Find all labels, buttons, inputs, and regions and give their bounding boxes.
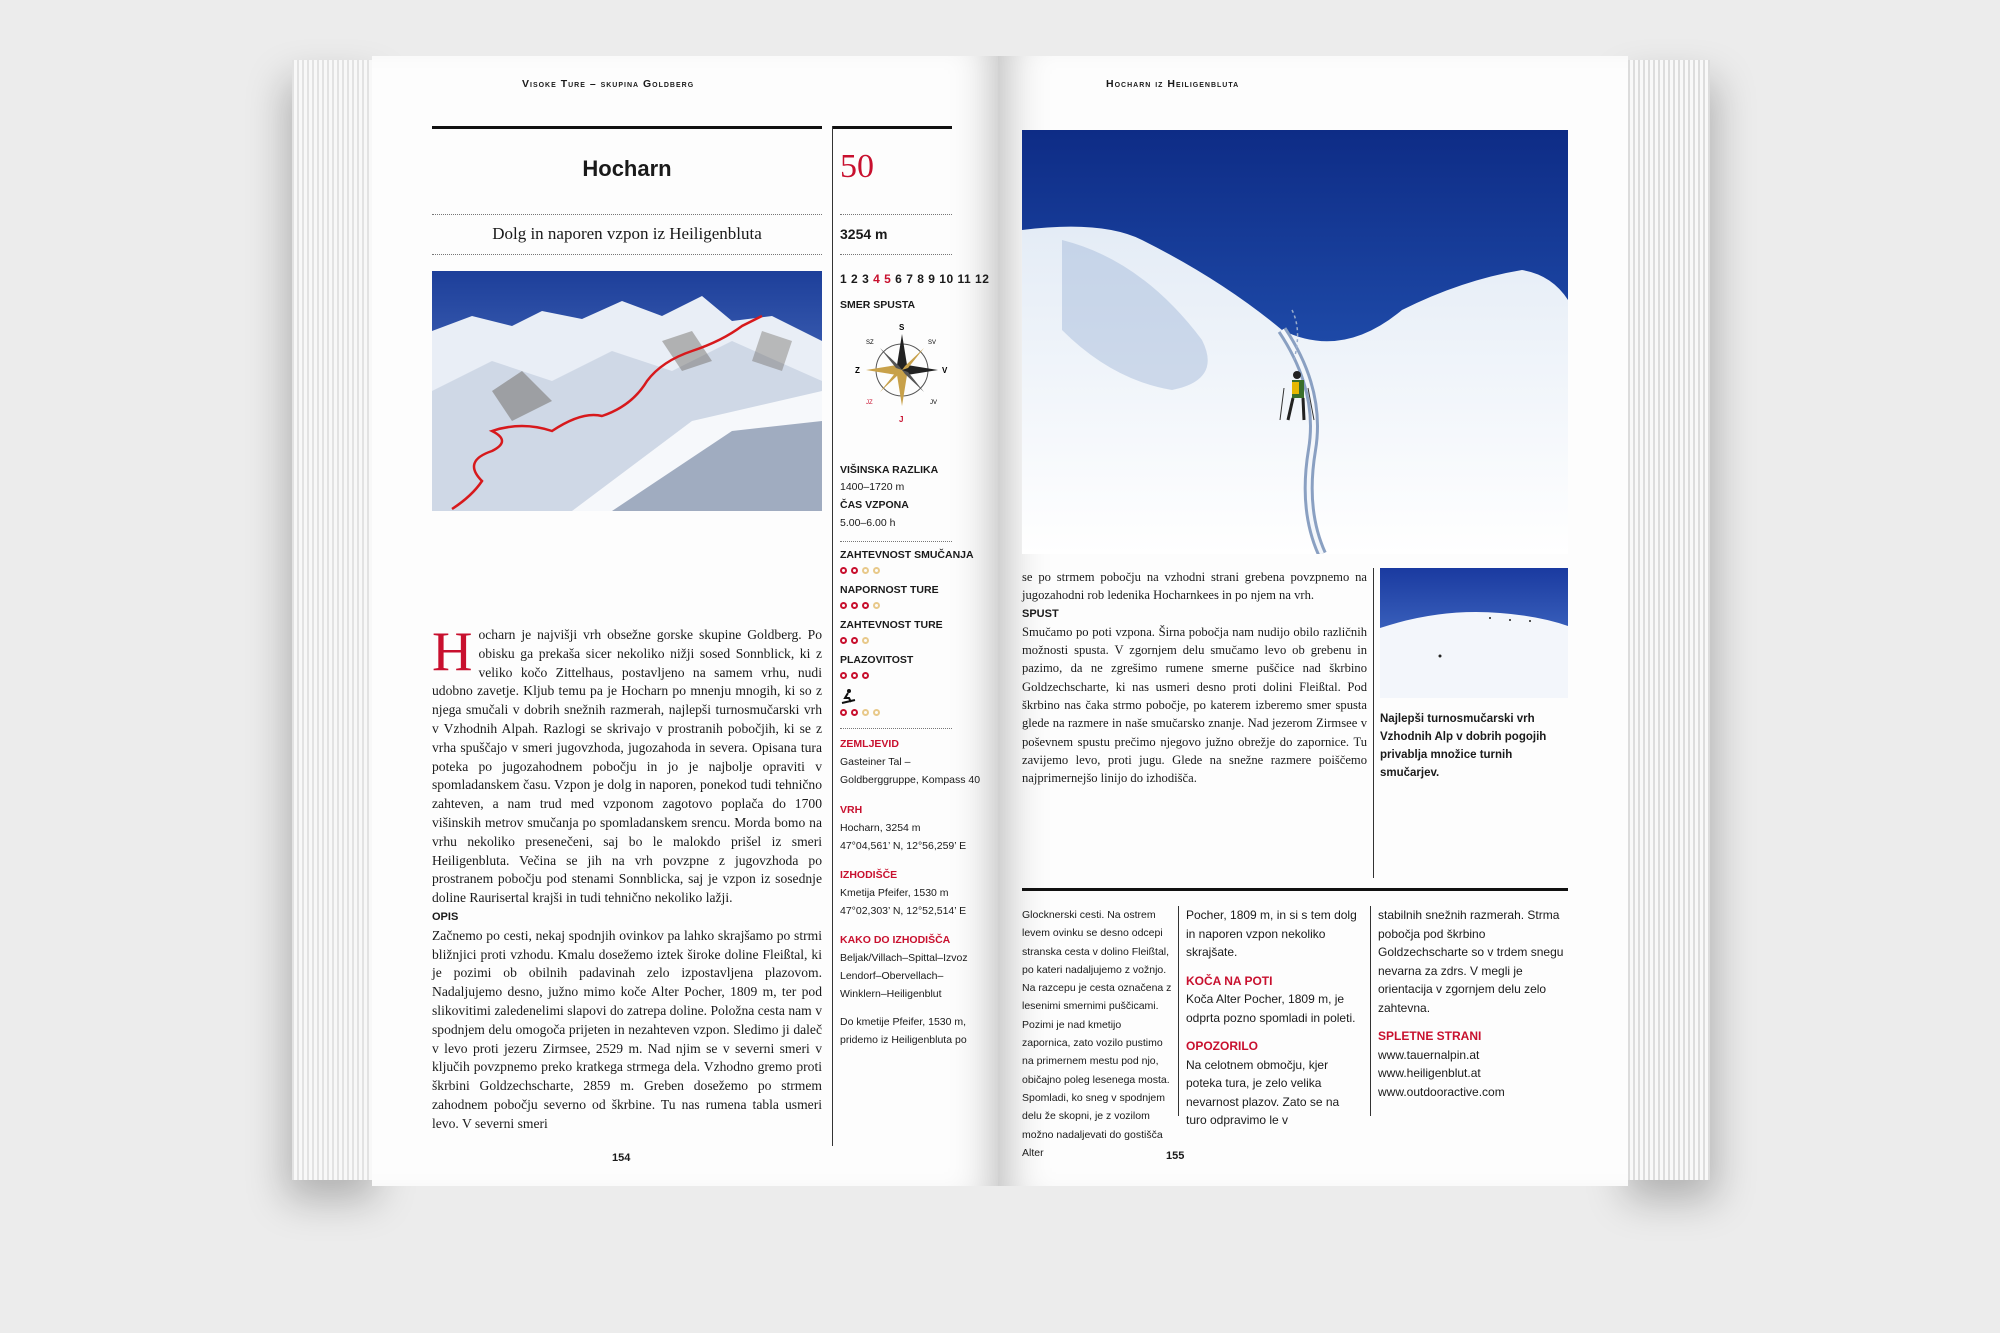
scale-value: 8	[917, 272, 925, 286]
start-value: Kmetija Pfeifer, 1530 m	[840, 887, 949, 899]
map-label: ZEMLJEVID	[840, 738, 899, 750]
info-text: stabilnih snežnih razmerah. Strma pobočja pod škrbino Goldzechscharte so v trdem snegu nevarna za zdrs. V megli je orientacija v zgornjem delu zelo zahtevna.	[1378, 908, 1564, 1015]
info-text: Koča Alter Pocher, 1809 m, je odprta pozno spomladi in poleti.	[1186, 992, 1356, 1025]
column-divider	[1370, 906, 1371, 1116]
skier-photo	[1022, 130, 1568, 554]
snowboard-icon	[840, 688, 856, 704]
rating-dots	[840, 671, 873, 682]
route-title: Hocharn	[582, 156, 672, 181]
compass-ne: SV	[928, 340, 937, 346]
left-page-stack	[292, 60, 382, 1180]
web-link[interactable]: www.heiligenblut.at	[1378, 1066, 1481, 1080]
route-photo	[432, 271, 822, 511]
scale-value: 9	[928, 272, 936, 286]
scale-value: 3	[862, 272, 870, 286]
compass-s: J	[899, 415, 904, 424]
main-text	[432, 621, 822, 1134]
access-value: pridemo iz Heiligenbluta po	[840, 1034, 967, 1046]
web-link[interactable]: www.outdooractive.com	[1378, 1084, 1505, 1099]
photo-caption: Najlepši turnosmučarski vrh Vzhodnih Alp v dobrih pogojih privablja množice turnih smučarjev.	[1380, 713, 1547, 779]
start-coords: 47°02,303’ N, 12°52,514’ E	[840, 905, 967, 917]
rating-dots	[840, 636, 873, 647]
scale-value: 7	[906, 272, 914, 286]
start-label: IZHODIŠČE	[840, 869, 898, 881]
access-label: KAKO DO IZHODIŠČA	[840, 934, 951, 946]
running-head-left: Visoke Ture – skupina Goldberg	[522, 78, 695, 90]
compass-e: V	[942, 366, 948, 375]
scale-value: 6	[895, 272, 903, 286]
web-link[interactable]: www.tauernalpin.at	[1378, 1047, 1480, 1062]
access-value: Lendorf–Obervellach–	[840, 970, 944, 982]
info-column-2	[1186, 906, 1361, 1130]
compass-se: JV	[930, 400, 938, 406]
map-value: Gasteiner Tal –	[840, 756, 911, 768]
summit-label: VRH	[840, 804, 863, 816]
dotted-rule	[840, 541, 952, 542]
rating-dots	[840, 566, 884, 577]
difficulty-scale	[840, 272, 989, 286]
running-head-right: Hocharn iz Heiligenbluta	[1106, 78, 1240, 90]
summit-coords: 47°04,561’ N, 12°56,259’ E	[840, 840, 967, 852]
info-heading: OPOZORILO	[1186, 1039, 1258, 1053]
scale-value: 12	[975, 272, 990, 286]
dotted-rule	[840, 728, 952, 729]
time-label: ČAS VZPONA	[840, 499, 909, 511]
right-page	[998, 56, 1628, 1186]
descent-label: SMER SPUSTA	[840, 299, 916, 311]
intro-text: ocharn je najvišji vrh obsežne gorske skupine Goldberg. Po obisku ga prekaša sicer nekoliko nižji sosed Sonnblick, ki z veliko kočo Zittelhaus, postavljeno na samem vrhu, nudi udobno zavetje. Kljub temu pa je Hocharn po mnenju mnogih, ki so z njega smučali v dobrih snežnih razmerah, najlepši turnosmučarski vrh v Vzhodnih Alpah. Razlogi se skrivajo v prostranih pobočjih, ki se z vrha spuščajo v smeri jugovzhoda, jugozahoda in severa. Opisana tura poteka po jugozahodnem pobočju in jo je najbolje opraviti v spomladanskem času. Vzpon je dolg in naporen, ponekod tudi tehnično zahteven, a nam trud med vzponom zagotovo poplača do 1700 višinskih metrov smučanja po spomladanskem srencu. Morda bomo na vrhu nekoliko presenečeni, saj bo le malokdo prišel iz smeri Heiligenbluta. Večina se jih na vrh povzpne z jugovzhoda po prostranem pobočju pod stenami Sonnblicka, saj je vzpon iz sosednje doline Raurisertal krajši in tudi tehnično nekoliko lažji.	[432, 627, 822, 906]
altitude: 3254 m	[840, 226, 888, 242]
intro-paragraph	[432, 621, 822, 908]
rating-label: ZAHTEVNOST SMUČANJA	[840, 549, 974, 561]
info-column-1: Glocknerski cesti. Na ostrem levem ovinku se desno odcepi stranska cesta v dolino Fleißtal, po kateri nadaljujemo z vožnjo. Na razcepu je cesta označena z lesenimi smernimi puščicami. Pozimi je nad kmetijo zapornica, zato vozilo pustimo na primernem mestu pod njo, običajno poleg lesenega mosta. Spomladi, ko sneg v spodnjem delu že skopni, je z vozilom možno nadaljevati do gostišča Alter	[1022, 909, 1172, 1159]
access-value: Beljak/Villach–Spittal–Izvoz	[840, 952, 968, 964]
right-page-stack	[1620, 60, 1710, 1180]
scale-value: 11	[957, 272, 972, 286]
column-divider	[832, 126, 833, 1146]
number-rule	[832, 126, 952, 129]
column-divider	[1178, 906, 1179, 1116]
compass-sw: JZ	[866, 400, 873, 406]
compass-w: Z	[855, 366, 860, 375]
dotted-rule	[840, 254, 952, 255]
rating-dots	[840, 601, 884, 612]
scale-value-highlight: 4	[873, 272, 881, 286]
scale-value: 1	[840, 272, 848, 286]
continuation-paragraph: se po strmem pobočju na vzhodni strani grebena povzpnemo na jugozahodni rob ledenika Hocharnkees in po njem na vrh.	[1022, 570, 1367, 603]
description-paragraph: Začnemo po cesti, nekaj spodnjih ovinkov pa lahko skrajšamo po strmi bližnjici proti vzhodu. Kmalu dosežemo iztek široke doline Fleißtal, ki je pozimi ob obilnih padavinah zelo izpostavljena plazovom. Nadaljujemo desno, južno mimo koče Alter Pocher, 1809 m, ter pod slikovitimi zaledenelimi slapovi do zatrepa doline. Položna cesta nam v spodnjem delu omogoča prijeten in nezahteven vzpon. Sledimo ji daleč v levo proti jezeru Zirmsee, 2529 m. Nad njim se v severni smeri v ključih povzpnemo preko kratkega strmega dela. Vzhodno gremo proti škrbini Goldzechscharte, 2859 m. Greben dosežemo po strmem zahodnem pobočju severno od škrbine. Tu nas rumena tabla usmeri levo. V severni smeri	[432, 927, 822, 1131]
route-subtitle: Dolg in naporen vzpon iz Heiligenbluta	[492, 224, 762, 243]
caption-divider	[1373, 568, 1374, 878]
height-diff-label: VIŠINSKA RAZLIKA	[840, 464, 939, 476]
time-value: 5.00–6.00 h	[840, 517, 896, 529]
rating-label: ZAHTEVNOST TURE	[840, 619, 943, 631]
section-heading: SPUST	[1022, 607, 1059, 620]
rating-dots	[840, 708, 884, 719]
scale-value-highlight: 5	[884, 272, 892, 286]
info-rule	[1022, 888, 1568, 891]
descent-paragraph: Smučamo po poti vzpona. Širna pobočja nam nudijo obilo različnih možnosti spusta. V zgornjem delu smučamo levo ob grebenu in pazimo, da ne zgrešimo rumene smerne puščice nad škrbino Goldzechscharte, ki nas usmeri desno proti dolini Fleißtal. Pod škrbino nas čaka strmo pobočje, po katerem izberemo smer spusta glede na razmere in naše smučarsko znanje. Nad jezerom Zirmsee v poševnem spustu prečimo njegovo južno obrežje do zapornice. Tu zavijemo levo, proti jugu. Glede na snežne razmere poiščemo najprimernejšo linijo do izhodišča.	[1022, 624, 1367, 786]
access-value: Do kmetije Pfeifer, 1530 m,	[840, 1016, 967, 1028]
scale-value: 10	[939, 272, 954, 286]
tour-number: 50	[840, 148, 874, 185]
left-page	[372, 56, 1002, 1186]
info-column-3	[1378, 906, 1568, 1101]
summit-value: Hocharn, 3254 m	[840, 822, 921, 834]
section-heading: OPIS	[432, 910, 459, 923]
access-value: Winklern–Heiligenblut	[840, 988, 942, 1000]
info-text: Pocher, 1809 m, in si s tem dolg in naporen vzpon nekoliko skrajšate.	[1186, 908, 1357, 959]
info-heading: KOČA NA POTI	[1186, 973, 1273, 988]
height-diff-value: 1400–1720 m	[840, 481, 905, 493]
page-number: 154	[612, 1152, 631, 1164]
summit-photo	[1380, 568, 1568, 698]
dotted-rule	[840, 214, 952, 215]
info-text: Na celotnem območju, kjer poteka tura, je zelo velika nevarnost plazov. Zato se na turo odpravimo le v	[1186, 1057, 1340, 1127]
rating-label: NAPORNOST TURE	[840, 584, 939, 596]
page-number: 155	[1166, 1150, 1185, 1162]
rating-label: PLAZOVITOST	[840, 654, 914, 666]
right-main-text	[1022, 568, 1367, 788]
title-rule	[432, 126, 822, 129]
map-value: Goldberggruppe, Kompass 40	[840, 774, 981, 786]
scale-value: 2	[851, 272, 859, 286]
drop-cap: H	[432, 621, 473, 683]
dotted-rule	[432, 214, 822, 215]
compass-n: S	[899, 323, 905, 332]
info-heading: SPLETNE STRANI	[1378, 1029, 1482, 1043]
compass-rose	[852, 318, 952, 428]
compass-nw: SZ	[866, 340, 874, 346]
dotted-rule	[432, 254, 822, 255]
